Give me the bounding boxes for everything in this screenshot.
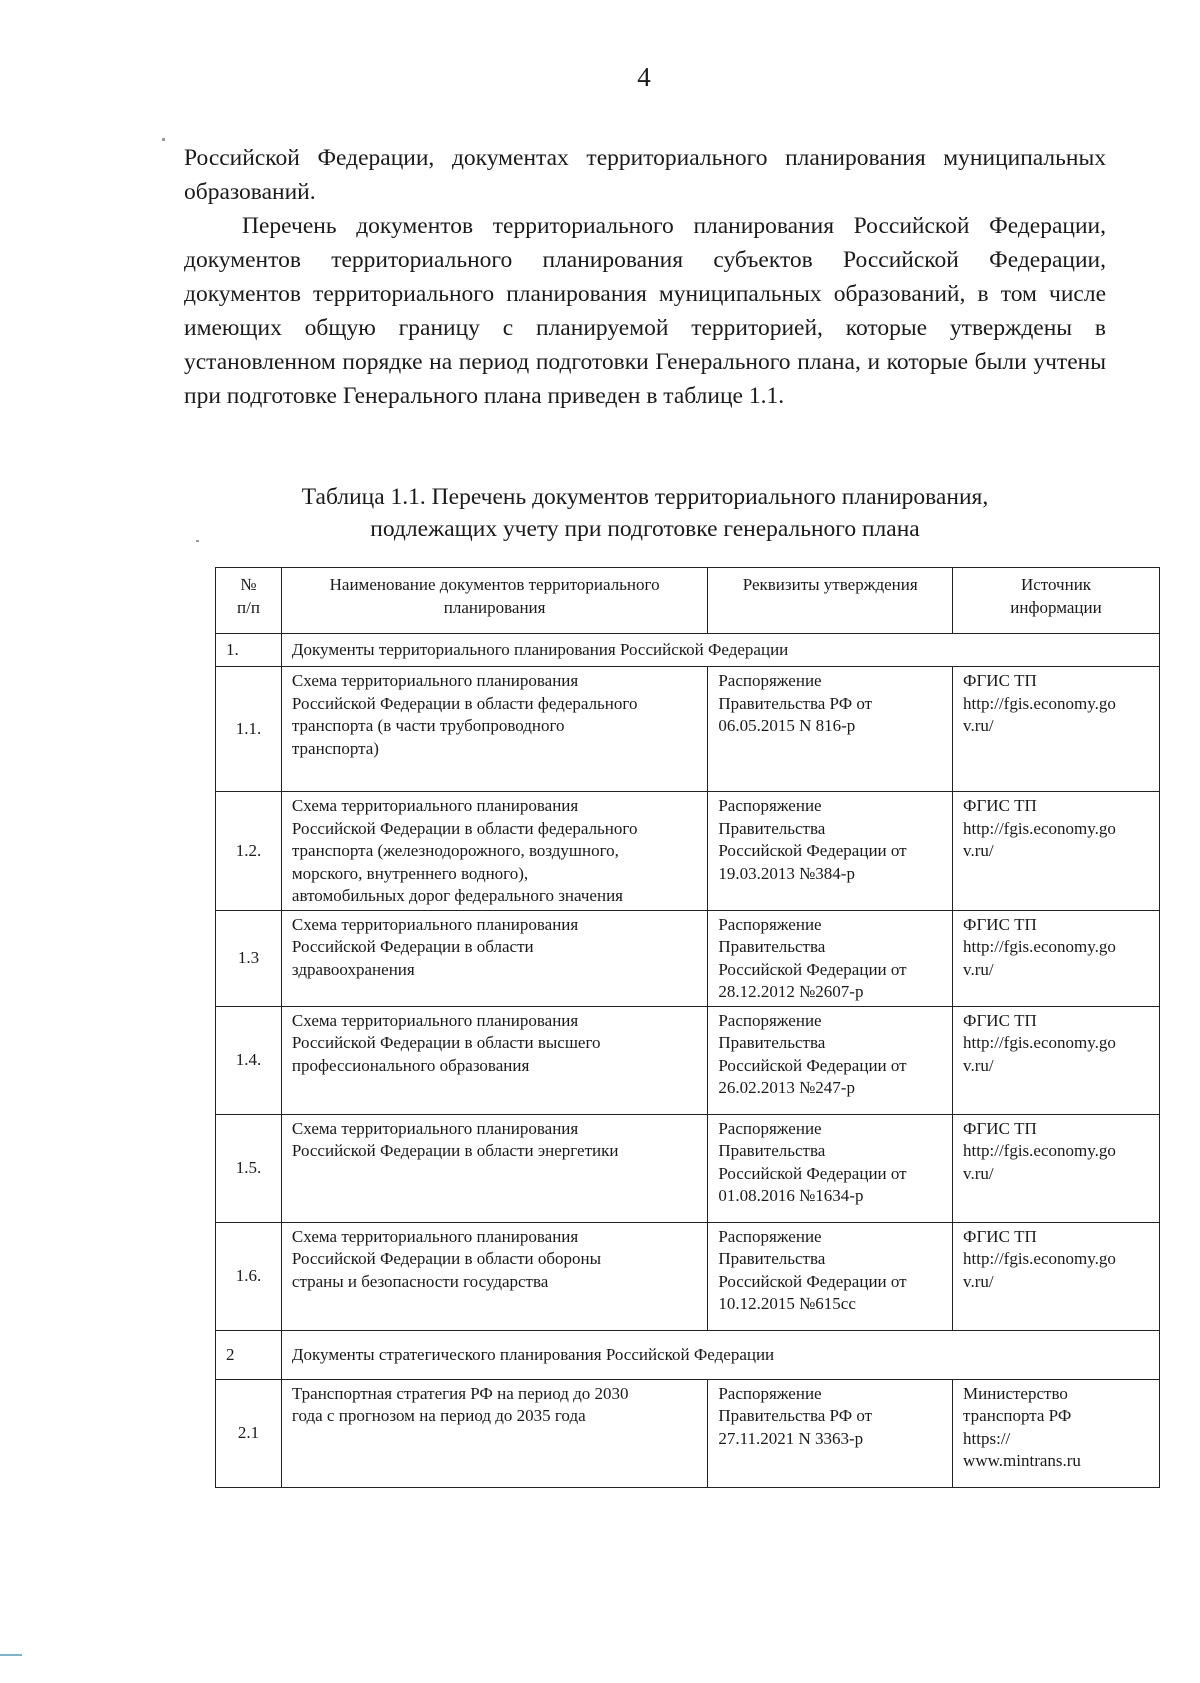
row-num: 1.6.: [216, 1222, 282, 1330]
row-requisites: Распоряжение Правительства РФ от 27.11.2021 N 3363-р: [708, 1379, 953, 1487]
table-row: [216, 792, 1160, 911]
row-source: ФГИС ТП http://fgis.economy.go v.ru/: [953, 1006, 1160, 1114]
row-source: ФГИС ТП http://fgis.economy.go v.ru/: [953, 1114, 1160, 1222]
table-caption-line-2: подлежащих учету при подготовке генерального плана: [370, 516, 920, 542]
row-source: ФГИС ТП http://fgis.economy.go v.ru/: [953, 667, 1160, 792]
row-num: 1.4.: [216, 1006, 282, 1114]
row-source: ФГИС ТП http://fgis.economy.go v.ru/: [953, 792, 1160, 911]
row-num: 1.1.: [216, 667, 282, 792]
row-source: ФГИС ТП http://fgis.economy.go v.ru/: [953, 910, 1160, 1006]
row-requisites: Распоряжение Правительства Российской Федерации от 01.08.2016 №1634-р: [708, 1114, 953, 1222]
row-num: 1.2.: [216, 792, 282, 911]
row-name: Схема территориального планирования Российской Федерации в области обороны страны и безопасности государства: [281, 1222, 707, 1330]
row-requisites: Распоряжение Правительства Российской Федерации от 28.12.2012 №2607-р: [708, 910, 953, 1006]
row-num: 1.3: [216, 910, 282, 1006]
row-name: Схема территориального планирования Российской Федерации в области федерального транспорта (железнодорожного, воздушного, морского, внутреннего водного), автомобильных дорог федерального значения: [281, 792, 707, 911]
row-name: Схема территориального планирования Российской Федерации в области энергетики: [281, 1114, 707, 1222]
row-requisites: Распоряжение Правительства Российской Федерации от 10.12.2015 №615сс: [708, 1222, 953, 1330]
table-row: [216, 910, 1160, 1006]
paragraph-list: Перечень документов территориального планирования Российской Федерации, документов территориального планирования субъектов Российской Федерации, документов территориального планирования муниципальных образований, в том числе имеющих общую границу с планируемой территорией, которые утверждены в установленном порядке на период подготовки Генерального плана, и которые были учтены при подготовке Генерального плана приведен в таблице 1.1.: [184, 213, 1106, 409]
section-title: Документы территориального планирования Российской Федерации: [281, 634, 1159, 667]
row-requisites: Распоряжение Правительства Российской Федерации от 26.02.2013 №247-р: [708, 1006, 953, 1114]
section-row: [216, 1330, 1160, 1379]
row-name: Транспортная стратегия РФ на период до 2030 года с прогнозом на период до 2035 года: [281, 1379, 707, 1487]
documents-table: [215, 567, 1160, 1488]
header-name: Наименование документов территориального планирования: [281, 568, 707, 634]
table-caption: [184, 481, 1106, 545]
scan-mark: [196, 540, 199, 542]
table-row: [216, 1379, 1160, 1487]
table-row: [216, 1222, 1160, 1330]
table-header-row: [216, 568, 1160, 634]
row-source: ФГИС ТП http://fgis.economy.go v.ru/: [953, 1222, 1160, 1330]
scan-mark: [162, 138, 165, 141]
scan-mark: [0, 1654, 22, 1656]
row-name: Схема территориального планирования Российской Федерации в области федерального транспорта (в части трубопроводного транспорта): [281, 667, 707, 792]
section-num: 1.: [216, 634, 282, 667]
paragraph-intro: Российской Федерации, документах территориального планирования муниципальных образований.: [184, 145, 1106, 205]
row-name: Схема территориального планирования Российской Федерации в области высшего профессионального образования: [281, 1006, 707, 1114]
header-requisites: Реквизиты утверждения: [708, 568, 953, 634]
row-source: Министерство транспорта РФ https:// www.mintrans.ru: [953, 1379, 1160, 1487]
row-num: 1.5.: [216, 1114, 282, 1222]
row-requisites: Распоряжение Правительства РФ от 06.05.2015 N 816-р: [708, 667, 953, 792]
row-name: Схема территориального планирования Российской Федерации в области здравоохранения: [281, 910, 707, 1006]
row-requisites: Распоряжение Правительства Российской Федерации от 19.03.2013 №384-р: [708, 792, 953, 911]
table-row: [216, 1006, 1160, 1114]
section-title: Документы стратегического планирования Российской Федерации: [281, 1330, 1159, 1379]
row-num: 2.1: [216, 1379, 282, 1487]
header-source: Источник информации: [953, 568, 1160, 634]
table-row: [216, 1114, 1160, 1222]
table-caption-line-1: Таблица 1.1. Перечень документов территориального планирования,: [301, 484, 989, 510]
header-num: № п/п: [216, 568, 282, 634]
section-num: 2: [216, 1330, 282, 1379]
table-row: [216, 667, 1160, 792]
page-number: 4: [637, 62, 651, 92]
section-row: [216, 634, 1160, 667]
